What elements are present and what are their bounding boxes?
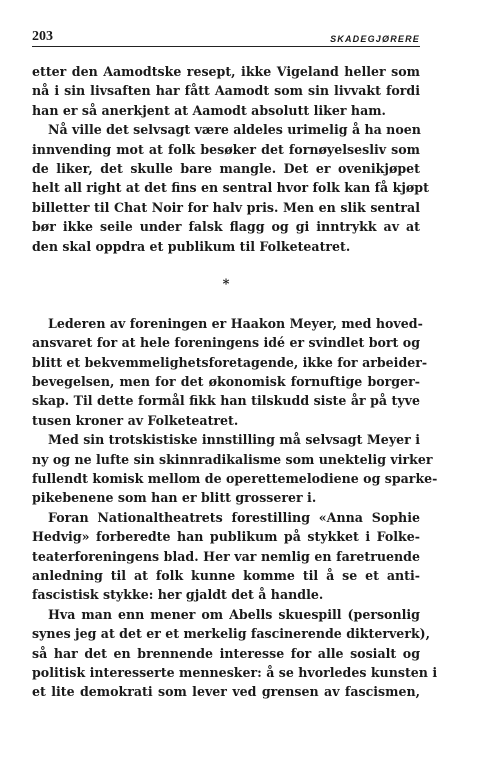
text-line: skap. Til dette formål fikk han tilskudd siste år på tyve: [32, 393, 420, 409]
text-line: bør ikke seile under falsk flagg og gi inntrykk av at: [32, 219, 420, 235]
text-line: innvending mot at folk besøker det fornøyelsesliv som: [32, 141, 420, 157]
body-text: [32, 62, 438, 702]
text-line: blitt et bekvemmelighetsforetagende, ikke for arbeider-: [32, 354, 428, 370]
text-line: den skal oppdra et publikum til Folketeatret.: [32, 238, 351, 254]
text-line: helt all right at det fins en sentral hvor folk kan få kjøpt: [32, 180, 429, 196]
page-number: 203: [32, 29, 53, 44]
text-line: teaterforeningens blad. Her var nemlig en faretruende: [32, 548, 420, 564]
text-line: Nå ville det selvsagt være aldeles urimelig å ha noen: [48, 122, 421, 138]
paragraph-group-2: [32, 314, 438, 702]
text-line: tusen kroner av Folketeatret.: [32, 412, 239, 428]
text-line: Hedvig» forberedte han publikum på stykket i Folke-: [32, 529, 420, 545]
text-line: han er så anerkjent at Aamodt absolutt liker ham.: [32, 102, 386, 118]
text-line: Hva man enn mener om Abells skuespill (personlig: [48, 606, 420, 622]
text-line: billetter til Chat Noir for halv pris. Men en slik sentral: [32, 199, 420, 215]
text-line: Foran Nationaltheatrets forestilling «Anna Sophie: [48, 509, 420, 525]
paragraph-group-1: [32, 62, 429, 256]
text-line: Med sin trotskistiske innstilling må selvsagt Meyer i: [48, 432, 420, 448]
section-separator: *: [222, 277, 230, 293]
text-line: bevegelsen, men for det økonomisk fornuftige borger-: [32, 374, 420, 390]
page-header: [32, 26, 420, 47]
text-line: pikebenene som han er blitt grosserer i.: [32, 490, 317, 506]
text-line: så har det en brennende interesse for alle sosialt og: [32, 645, 420, 661]
running-head: SKADEGJØRERE: [330, 34, 420, 44]
text-line: fullendt komisk mellom de operettemelodiene og sparke-: [32, 471, 438, 487]
text-line: etter den Aamodtske resept, ikke Vigeland heller som: [32, 64, 420, 79]
text-line: anledning til at folk kunne komme til å se et anti-: [32, 567, 420, 583]
book-page: [32, 26, 438, 702]
text-line: Lederen av foreningen er Haakon Meyer, med hoved-: [48, 315, 423, 331]
text-line: de liker, det skulle bare mangle. Det er ovenikjøpet: [32, 160, 420, 176]
text-line: nå i sin livsaften har fått Aamodt som sin livvakt fordi: [32, 83, 420, 99]
text-line: politisk interesserte mennesker: å se hvorledes kunsten i: [32, 664, 438, 680]
text-line: synes jeg at det er et merkelig fascinerende dikterverk),: [32, 626, 431, 642]
text-line: ansvaret for at hele foreningens idé er svindlet bort og: [32, 335, 420, 351]
text-line: fascistisk stykke: her gjaldt det å handle.: [32, 587, 324, 603]
text-line: et lite demokrati som lever ved grensen av fascismen,: [32, 684, 420, 700]
text-line: ny og ne lufte sin skinnradikalisme som unektelig virker: [32, 451, 433, 467]
